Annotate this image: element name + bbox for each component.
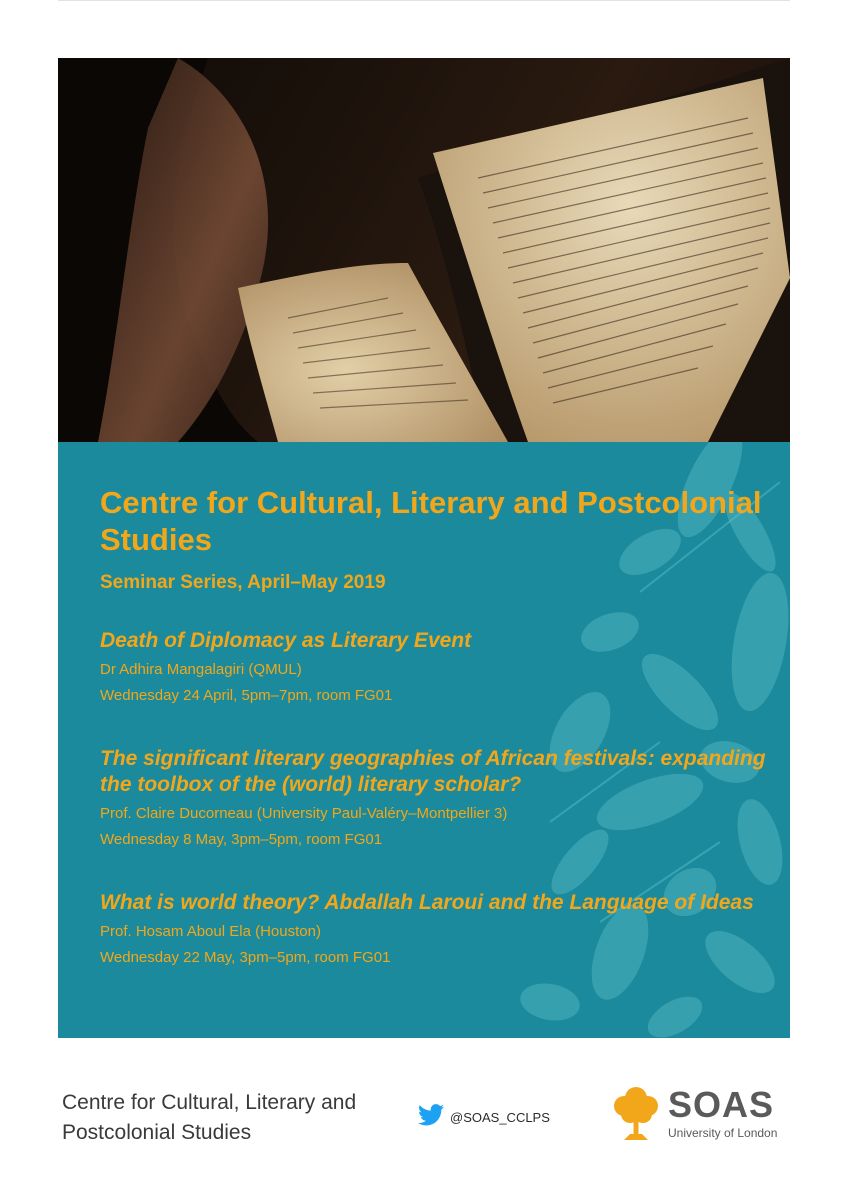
tree-logo-icon <box>610 1084 662 1142</box>
event-2 <box>100 746 780 852</box>
event-title: The significant literary geographies of African festivals: expanding the toolbox of the (world) literary scholar? <box>100 747 766 796</box>
soas-subtitle: University of London <box>668 1126 778 1140</box>
event-time: Wednesday 8 May, 3pm–5pm, room FG01 <box>100 831 383 848</box>
event-title: What is world theory? Abdallah Laroui and the Language of Ideas <box>100 891 754 914</box>
poster-content <box>100 484 780 970</box>
event-1 <box>100 628 780 708</box>
event-speaker: Prof. Hosam Aboul Ela (Houston) <box>100 923 321 940</box>
teal-panel <box>58 442 790 1038</box>
event-3 <box>100 890 780 970</box>
manuscript-photo <box>58 58 790 442</box>
soas-logo <box>610 1084 792 1144</box>
event-time: Wednesday 22 May, 3pm–5pm, room FG01 <box>100 949 391 966</box>
series-subtitle: Seminar Series, April–May 2019 <box>100 572 386 593</box>
twitter-handle: @SOAS_CCLPS <box>450 1110 550 1125</box>
soas-wordmark: SOAS <box>668 1084 775 1125</box>
event-speaker: Dr Adhira Mangalagiri (QMUL) <box>100 661 302 678</box>
poster-title: Centre for Cultural, Literary and Postcolonial Studies <box>100 485 762 557</box>
event-time: Wednesday 24 April, 5pm–7pm, room FG01 <box>100 687 393 704</box>
top-rule <box>58 0 790 1</box>
event-title: Death of Diplomacy as Literary Event <box>100 629 472 652</box>
twitter-bird-icon <box>418 1104 444 1131</box>
footer-centre-name: Centre for Cultural, Literary and Postcolonial Studies <box>62 1091 357 1144</box>
twitter-link[interactable] <box>418 1104 550 1131</box>
event-speaker: Prof. Claire Ducorneau (University Paul-Valéry–Montpellier 3) <box>100 805 508 822</box>
